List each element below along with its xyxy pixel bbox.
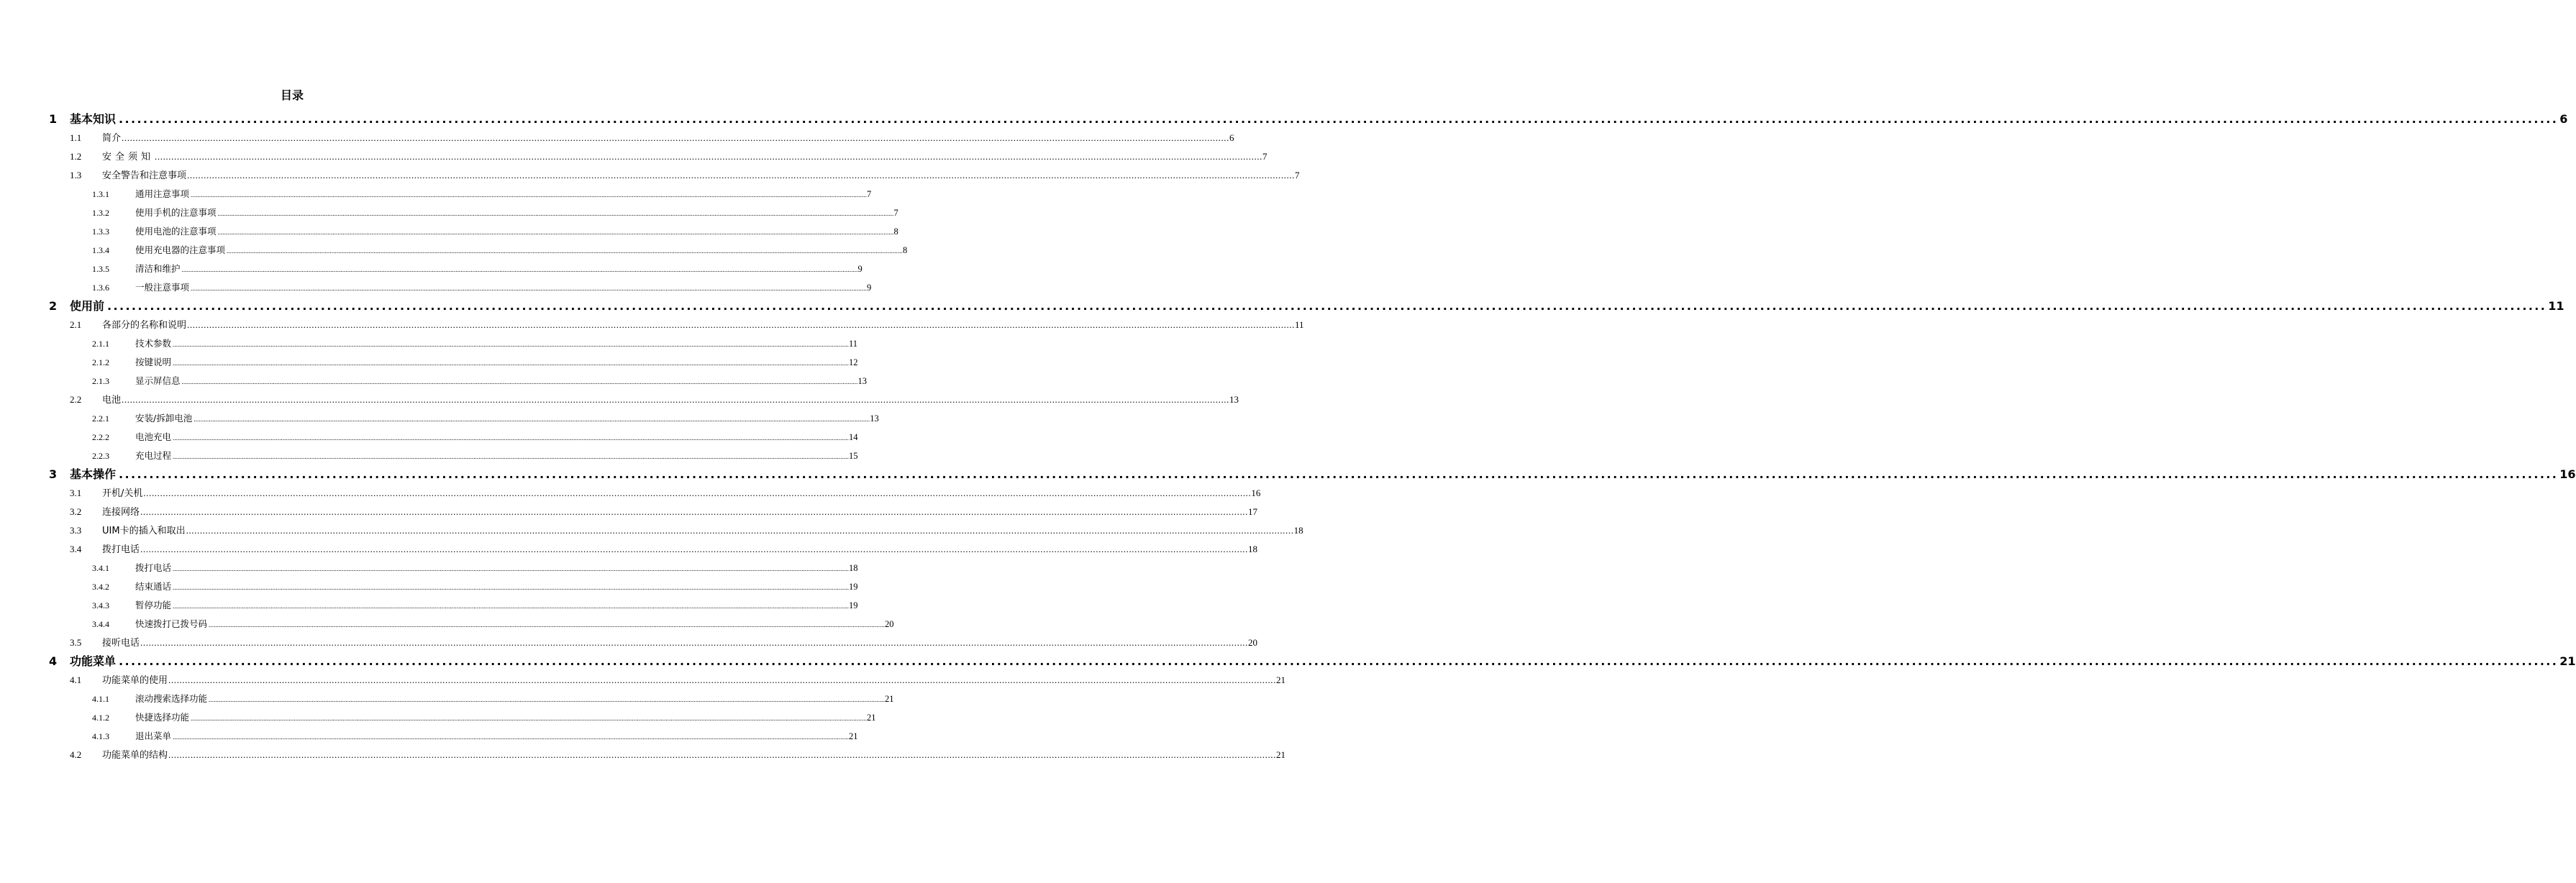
toc-entry-number: 1.3.1 [92, 189, 109, 199]
toc-dot-leader: ................................................................................................................................................................................................................................................................................................................................................................................................................ [173, 733, 850, 741]
toc-entry-level3[interactable] [0, 596, 858, 615]
toc-entry-level2[interactable] [0, 633, 1258, 652]
toc-entry-number: 1 [49, 112, 58, 126]
toc-entry-level1[interactable] [0, 465, 2576, 484]
toc-entry-level3[interactable] [0, 260, 863, 278]
toc-entry-number: 4.1.2 [92, 713, 109, 723]
toc-entry-number: 2.1 [70, 319, 82, 330]
toc-entry-title: 显示屏信息 [135, 375, 181, 386]
toc-dot-leader: ................................................................................................................................................................................................................................................................................................................................................................................................................ [168, 674, 1277, 685]
toc-dot-leader: ................................................................................................................................................................................................................................................................................................................................................................................................................ [181, 266, 858, 273]
toc-dot-leader: ................................................................................................................................................................................................................................................................................................................................................................................................................ [173, 565, 850, 572]
toc-dot-leader: ................................................................................................................................................................................................................................................................................................................................................................................................................ [209, 696, 886, 703]
toc-entry-number: 3.4.3 [92, 600, 109, 610]
toc-entry-level3[interactable] [0, 203, 898, 222]
toc-entry-page-number: 18 [849, 563, 858, 573]
toc-entry-page-number: 7 [893, 208, 898, 218]
toc-entry-page-number: 11 [2548, 299, 2564, 313]
toc-entry-level3[interactable] [0, 447, 858, 465]
toc-entry-title: 清洁和维护 [135, 263, 181, 274]
toc-dot-leader: ................................................................................................................................................................................................................................................................................................................................................................................................................ [119, 112, 2559, 126]
toc-entry-title: 通用注意事项 [135, 188, 190, 199]
toc-entry-page-number: 13 [1229, 394, 1239, 405]
toc-dot-leader: ................................................................................................................................................................................................................................................................................................................................................................................................................ [173, 584, 850, 591]
toc-entry-number: 2.2.3 [92, 451, 109, 461]
toc-entry-level2[interactable] [0, 129, 1234, 147]
toc-entry-number: 2.2 [70, 394, 82, 405]
toc-dot-leader: ................................................................................................................................................................................................................................................................................................................................................................................................................ [209, 621, 886, 628]
toc-entry-level3[interactable] [0, 559, 858, 577]
toc-dot-leader: ................................................................................................................................................................................................................................................................................................................................................................................................................ [140, 637, 1249, 648]
toc-entry-level3[interactable] [0, 241, 908, 260]
toc-dot-leader: ................................................................................................................................................................................................................................................................................................................................................................................................................ [194, 416, 870, 423]
toc-entry-title: 结束通话 [135, 581, 172, 592]
toc-entry-number: 1.3.3 [92, 227, 109, 237]
toc-entry-page-number: 16 [2559, 467, 2576, 481]
toc-entry-number: 3.4 [70, 544, 82, 554]
toc-entry-level2[interactable] [0, 166, 1300, 185]
toc-entry-title: 使用手机的注意事项 [135, 207, 217, 218]
toc-dot-leader: ................................................................................................................................................................................................................................................................................................................................................................................................................ [140, 544, 1249, 554]
toc-entry-number: 1.1 [70, 132, 82, 143]
toc-entry-number: 1.3.4 [92, 245, 109, 255]
toc-entry-page-number: 13 [857, 376, 868, 386]
toc-dot-leader: ................................................................................................................................................................................................................................................................................................................................................................................................................ [143, 488, 1252, 498]
toc-entry-number: 2.1.3 [92, 376, 109, 386]
toc-entry-level3[interactable] [0, 690, 894, 708]
toc-title: 目录 [280, 88, 304, 102]
toc-entry-number: 1.3.2 [92, 208, 109, 218]
toc-entry-title: 功能菜单的结构 [102, 750, 168, 761]
toc-entry-title: 使用电池的注意事项 [135, 226, 217, 237]
toc-entry-page-number: 8 [893, 227, 898, 237]
toc-entry-title: 连接网络 [102, 507, 140, 518]
toc-entry-title: 基本知识 [70, 112, 117, 126]
toc-entry-number: 3.4.4 [92, 619, 109, 629]
toc-entry-page-number: 19 [849, 600, 858, 610]
toc-dot-leader: ................................................................................................................................................................................................................................................................................................................................................................................................................ [155, 151, 1263, 162]
toc-dot-leader: ................................................................................................................................................................................................................................................................................................................................................................................................................ [227, 247, 904, 255]
toc-entry-level3[interactable] [0, 334, 858, 353]
toc-dot-leader: ................................................................................................................................................................................................................................................................................................................................................................................................................ [187, 170, 1296, 180]
toc-dot-leader: ................................................................................................................................................................................................................................................................................................................................................................................................................ [122, 394, 1230, 405]
toc-entry-number: 1.2 [70, 151, 82, 162]
toc-entry-title: 安全警告和注意事项 [102, 170, 187, 181]
toc-entry-page-number: 7 [867, 189, 872, 199]
toc-entry-page-number: 11 [849, 339, 858, 349]
toc-entry-title: 使用前 [70, 299, 105, 313]
toc-entry-page-number: 16 [1251, 488, 1261, 498]
toc-dot-leader: ................................................................................................................................................................................................................................................................................................................................................................................................................ [107, 299, 2547, 313]
toc-entry-title: 安装/拆卸电池 [135, 413, 193, 424]
toc-entry-page-number: 19 [849, 582, 858, 592]
toc-entry-page-number: 11 [1295, 319, 1304, 330]
toc-dot-leader: ................................................................................................................................................................................................................................................................................................................................................................................................................ [191, 191, 868, 198]
toc-entry-title: 快捷选择功能 [135, 712, 190, 723]
toc-dot-leader: ................................................................................................................................................................................................................................................................................................................................................................................................................ [181, 378, 858, 385]
toc-entry-title: 接听电话 [102, 638, 140, 649]
toc-entry-level2[interactable] [0, 503, 1258, 521]
toc-entry-number: 4.1 [70, 674, 82, 685]
toc-entry-number: 2.1.1 [92, 339, 109, 349]
toc-dot-leader: ................................................................................................................................................................................................................................................................................................................................................................................................................ [119, 654, 2559, 668]
toc-entry-number: 1.3.5 [92, 264, 109, 274]
toc-entry-level3[interactable] [0, 353, 858, 372]
toc-entry-title: 拨打电话 [102, 544, 140, 555]
toc-entry-title: 安全须知 [102, 152, 155, 163]
toc-entry-title: 各部分的名称和说明 [102, 320, 187, 331]
toc-entry-title: 电池 [102, 395, 122, 406]
toc-entry-title: 快速拨打已拨号码 [135, 618, 208, 629]
toc-entry-page-number: 6 [1229, 132, 1234, 143]
toc-dot-leader: ................................................................................................................................................................................................................................................................................................................................................................................................................ [168, 749, 1277, 760]
toc-entry-number: 4.1.3 [92, 731, 109, 741]
toc-dot-leader: ................................................................................................................................................................................................................................................................................................................................................................................................................ [173, 603, 850, 610]
toc-entry-number: 4 [49, 654, 58, 668]
toc-dot-leader: ................................................................................................................................................................................................................................................................................................................................................................................................................ [173, 453, 850, 460]
toc-entry-page-number: 17 [1248, 506, 1258, 517]
toc-entry-title: 滚动搜索选择功能 [135, 693, 208, 704]
toc-entry-title: 充电过程 [135, 450, 172, 461]
toc-dot-leader: ................................................................................................................................................................................................................................................................................................................................................................................................................ [187, 319, 1296, 330]
toc-entry-title: 暂停功能 [135, 600, 172, 610]
toc-entry-page-number: 12 [849, 357, 858, 367]
toc-entry-title: 基本操作 [70, 467, 117, 481]
toc-entry-level2[interactable] [0, 390, 1239, 409]
toc-entry-level2[interactable] [0, 484, 1261, 503]
toc-entry-page-number: 18 [1248, 544, 1258, 554]
toc-entry-title: 退出菜单 [135, 731, 172, 741]
toc-entry-level3[interactable] [0, 615, 894, 633]
toc-entry-title: UIM卡的插入和取出 [102, 526, 186, 536]
toc-dot-leader: ................................................................................................................................................................................................................................................................................................................................................................................................................ [191, 715, 868, 722]
toc-entry-number: 2.1.2 [92, 357, 109, 367]
toc-entry-title: 电池充电 [135, 431, 172, 442]
toc-entry-level3[interactable] [0, 727, 858, 746]
toc-entry-number: 3.1 [70, 488, 82, 498]
toc-entry-level3[interactable] [0, 428, 858, 447]
toc-entry-number: 4.1.1 [92, 694, 109, 704]
toc-entry-page-number: 13 [870, 413, 879, 424]
toc-dot-leader: ................................................................................................................................................................................................................................................................................................................................................................................................................ [122, 132, 1230, 143]
table-of-contents [0, 110, 2576, 764]
toc-entry-page-number: 20 [1248, 637, 1258, 648]
toc-dot-leader: ................................................................................................................................................................................................................................................................................................................................................................................................................ [191, 285, 868, 292]
toc-entry-number: 1.3.6 [92, 283, 109, 293]
toc-entry-level3[interactable] [0, 409, 879, 428]
toc-entry-title: 功能菜单 [70, 654, 117, 668]
toc-entry-title: 一般注意事项 [135, 282, 190, 293]
toc-entry-page-number: 7 [1295, 170, 1300, 180]
toc-entry-title: 使用充电器的注意事项 [135, 244, 226, 255]
toc-entry-level1[interactable] [0, 297, 2564, 316]
toc-entry-level3[interactable] [0, 278, 872, 297]
toc-entry-page-number: 15 [849, 451, 858, 461]
toc-entry-page-number: 9 [857, 264, 863, 274]
toc-entry-page-number: 6 [2559, 112, 2568, 126]
toc-entry-level1[interactable] [0, 652, 2576, 671]
toc-entry-title: 技术参数 [135, 338, 172, 349]
toc-dot-leader: ................................................................................................................................................................................................................................................................................................................................................................................................................ [217, 229, 894, 236]
toc-entry-level1[interactable] [0, 110, 2568, 129]
toc-dot-leader: ................................................................................................................................................................................................................................................................................................................................................................................................................ [173, 360, 850, 367]
toc-entry-page-number: 21 [849, 731, 858, 741]
toc-entry-number: 2 [49, 299, 58, 313]
toc-entry-page-number: 8 [903, 245, 908, 255]
toc-entry-level3[interactable] [0, 708, 876, 727]
toc-entry-number: 3 [49, 467, 58, 481]
toc-entry-number: 3.5 [70, 637, 82, 648]
toc-entry-page-number: 21 [1276, 674, 1286, 685]
toc-entry-level2[interactable] [0, 746, 1286, 764]
toc-dot-leader: ................................................................................................................................................................................................................................................................................................................................................................................................................ [173, 434, 850, 442]
toc-entry-title: 开机/关机 [102, 488, 143, 499]
toc-entry-title: 功能菜单的使用 [102, 675, 168, 686]
toc-dot-leader: ................................................................................................................................................................................................................................................................................................................................................................................................................ [186, 525, 1294, 536]
toc-entry-number: 2.2.1 [92, 413, 109, 424]
toc-entry-number: 1.3 [70, 170, 82, 180]
toc-entry-title: 拨打电话 [135, 562, 172, 573]
toc-entry-page-number: 14 [849, 432, 858, 442]
toc-entry-level2[interactable] [0, 147, 1267, 166]
toc-dot-leader: ................................................................................................................................................................................................................................................................................................................................................................................................................ [217, 210, 894, 217]
toc-entry-level2[interactable] [0, 521, 1303, 540]
toc-entry-page-number: 18 [1293, 525, 1303, 536]
toc-entry-number: 3.4.2 [92, 582, 109, 592]
toc-entry-level2[interactable] [0, 671, 1286, 690]
toc-entry-number: 3.4.1 [92, 563, 109, 573]
toc-entry-number: 2.2.2 [92, 432, 109, 442]
toc-entry-page-number: 21 [867, 713, 876, 723]
toc-dot-leader: ................................................................................................................................................................................................................................................................................................................................................................................................................ [119, 467, 2559, 481]
toc-dot-leader: ................................................................................................................................................................................................................................................................................................................................................................................................................ [140, 506, 1249, 517]
toc-entry-level3[interactable] [0, 185, 872, 203]
toc-entry-number: 4.2 [70, 749, 82, 760]
toc-entry-number: 3.2 [70, 506, 82, 517]
toc-entry-title: 简介 [102, 133, 122, 144]
toc-dot-leader: ................................................................................................................................................................................................................................................................................................................................................................................................................ [173, 341, 850, 348]
toc-entry-page-number: 21 [885, 694, 894, 704]
toc-entry-level3[interactable] [0, 372, 868, 390]
toc-entry-level2[interactable] [0, 540, 1258, 559]
toc-entry-page-number: 21 [1276, 749, 1286, 760]
toc-entry-page-number: 9 [867, 283, 872, 293]
toc-entry-page-number: 7 [1262, 151, 1267, 162]
toc-entry-number: 3.3 [70, 525, 82, 536]
toc-entry-page-number: 21 [2559, 654, 2576, 668]
toc-entry-page-number: 20 [885, 619, 894, 629]
toc-entry-title: 按键说明 [135, 357, 172, 367]
toc-entry-level3[interactable] [0, 222, 898, 241]
toc-entry-level3[interactable] [0, 577, 858, 596]
toc-entry-level2[interactable] [0, 316, 1304, 334]
